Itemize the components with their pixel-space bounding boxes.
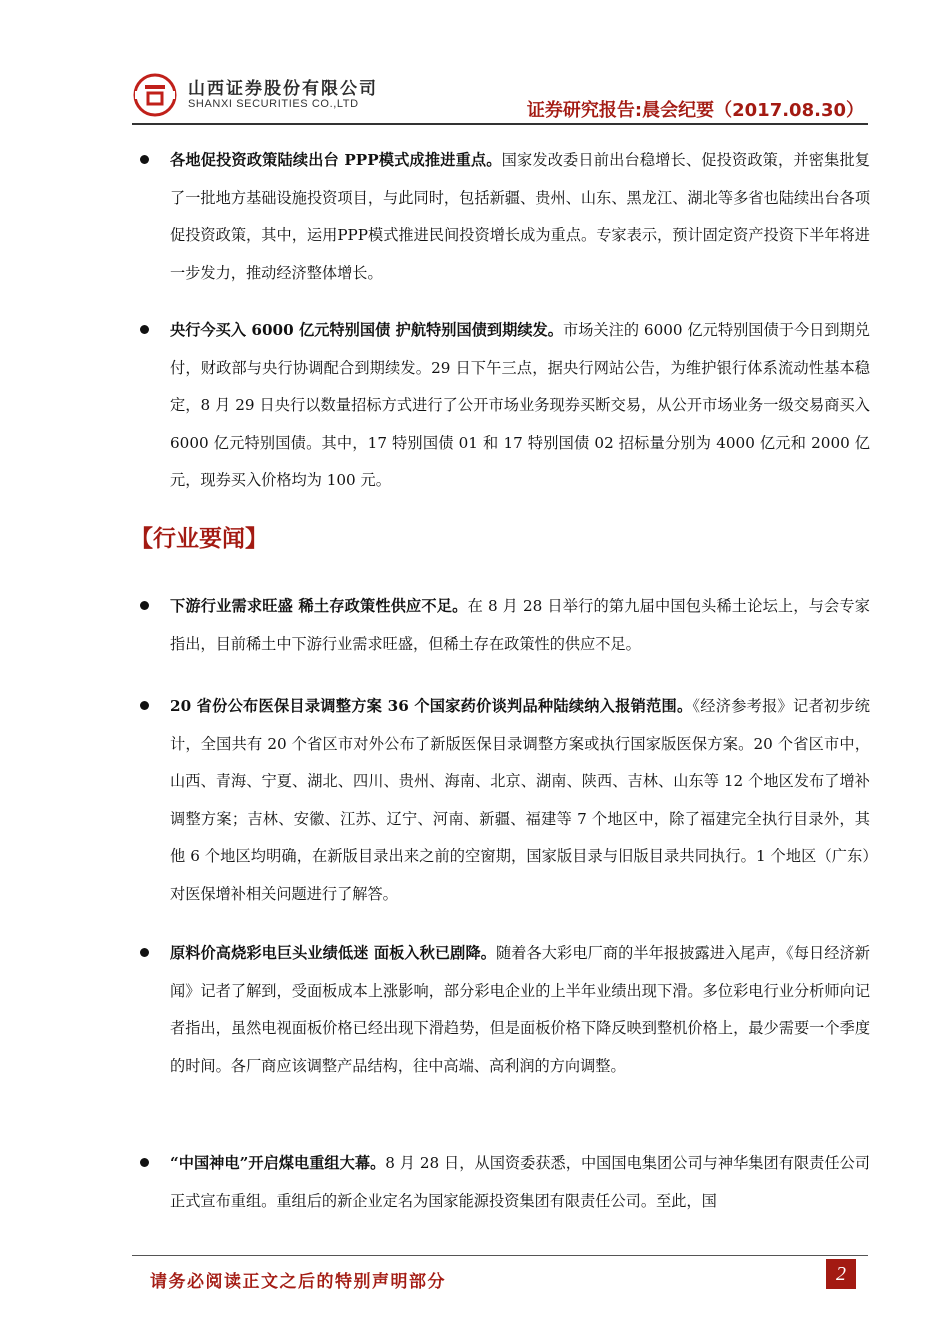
news-headline: 原料价高烧彩电巨头业绩低迷 面板入秋已剧降。	[170, 944, 496, 962]
news-paragraph	[170, 688, 870, 913]
news-body: 《经济参考报》记者初步统计，全国共有 20 个省区市对外公布了新版医保目录调整方案或执行国家版医保方案。20 个省区市中，山西、青海、宁夏、湖北、四川、贵州、海南、北京、湖南、陕西、吉林、山东等 12 个地区发布了增补调整方案；吉林、安徽、江苏、辽宁、河南、新疆、福建等 7 个地区中，除了福建完全执行目录外，其他 6 个地区均明确，在新版目录出来之前的空窗期，国家版目录与旧版目录共同执行。1 个地区（广东）对医保增补相关问题进行了解答。	[170, 697, 870, 903]
news-paragraph	[170, 142, 870, 292]
header-divider	[132, 123, 868, 125]
report-title: 证券研究报告:晨会纪要（2017.08.30）	[526, 100, 864, 121]
news-paragraph	[170, 588, 870, 663]
news-body: 8 月 28 日，从国资委获悉，中国国电集团公司与神华集团有限责任公司正式宣布重组。重组后的新企业定名为国家能源投资集团有限责任公司。至此，国	[170, 1154, 870, 1210]
news-paragraph	[170, 312, 870, 500]
bullet-icon	[140, 325, 149, 334]
news-paragraph	[170, 1145, 870, 1220]
news-headline: 央行今买入 6000 亿元特别国债 护航特别国债到期续发。	[170, 321, 563, 339]
news-item	[140, 688, 870, 913]
bullet-icon	[140, 948, 149, 957]
news-body: 随着各大彩电厂商的半年报披露进入尾声，《每日经济新闻》记者了解到，受面板成本上涨影响，部分彩电企业的上半年业绩出现下滑。多位彩电行业分析师向记者指出，虽然电视面板价格已经出现下滑趋势，但是面板价格下降反映到整机价格上，最少需要一个季度的时间。各厂商应该调整产品结构，往中高端、高利润的方向调整。	[170, 944, 870, 1075]
news-body: 市场关注的 6000 亿元特别国债于今日到期兑付，财政部与央行协调配合到期续发。29 日下午三点，据央行网站公告，为维护银行体系流动性基本稳定，8 月 29 日央行以数量招标方式进行了公开市场业务现券买断交易，从公开市场业务一级交易商买入 6000 亿元特别国债。其中，17 特别国债 01 和 17 特别国债 02 招标量分别为 4000 亿元和 2000 亿元，现券买入价格均为 100 元。	[170, 321, 870, 489]
news-item	[140, 142, 870, 292]
news-headline: 各地促投资政策陆续出台 PPP模式成推进重点。	[170, 151, 502, 169]
news-body: 在 8 月 28 日举行的第九届中国包头稀土论坛上，与会专家指出，目前稀土中下游行业需求旺盛，但稀土存在政策性的供应不足。	[170, 597, 870, 653]
news-item	[140, 1145, 870, 1220]
news-headline: “中国神电”开启煤电重组大幕。	[170, 1154, 386, 1172]
page-header	[132, 68, 872, 122]
footer-divider	[132, 1255, 868, 1256]
bullet-icon	[140, 1158, 149, 1167]
news-item	[140, 588, 870, 663]
bullet-icon	[140, 601, 149, 610]
news-body: 国家发改委日前出台稳增长、促投资政策，并密集批复了一批地方基础设施投资项目，与此同时，包括新疆、贵州、山东、黑龙江、湖北等多省也陆续出台各项促投资政策，其中，运用PPP模式推进民间投资增长成为重点。专家表示，预计固定资产投资下半年将进一步发力，推动经济整体增长。	[170, 151, 870, 282]
news-item	[140, 312, 870, 500]
news-headline: 20 省份公布医保目录调整方案 36 个国家药价谈判品种陆续纳入报销范围。	[170, 697, 693, 715]
section-heading: 【行业要闻】	[130, 526, 268, 552]
page-number: 2	[826, 1259, 856, 1289]
news-item	[140, 935, 870, 1085]
bullet-icon	[140, 155, 149, 164]
footer-disclaimer: 请务必阅读正文之后的特别声明部分	[150, 1272, 446, 1292]
company-logo-icon	[132, 72, 178, 118]
company-name-en: SHANXI SECURITIES CO.,LTD	[188, 98, 359, 110]
company-name-cn: 山西证券股份有限公司	[188, 79, 378, 99]
bullet-icon	[140, 701, 149, 710]
news-headline: 下游行业需求旺盛 稀土存政策性供应不足。	[170, 597, 468, 615]
news-paragraph	[170, 935, 870, 1085]
